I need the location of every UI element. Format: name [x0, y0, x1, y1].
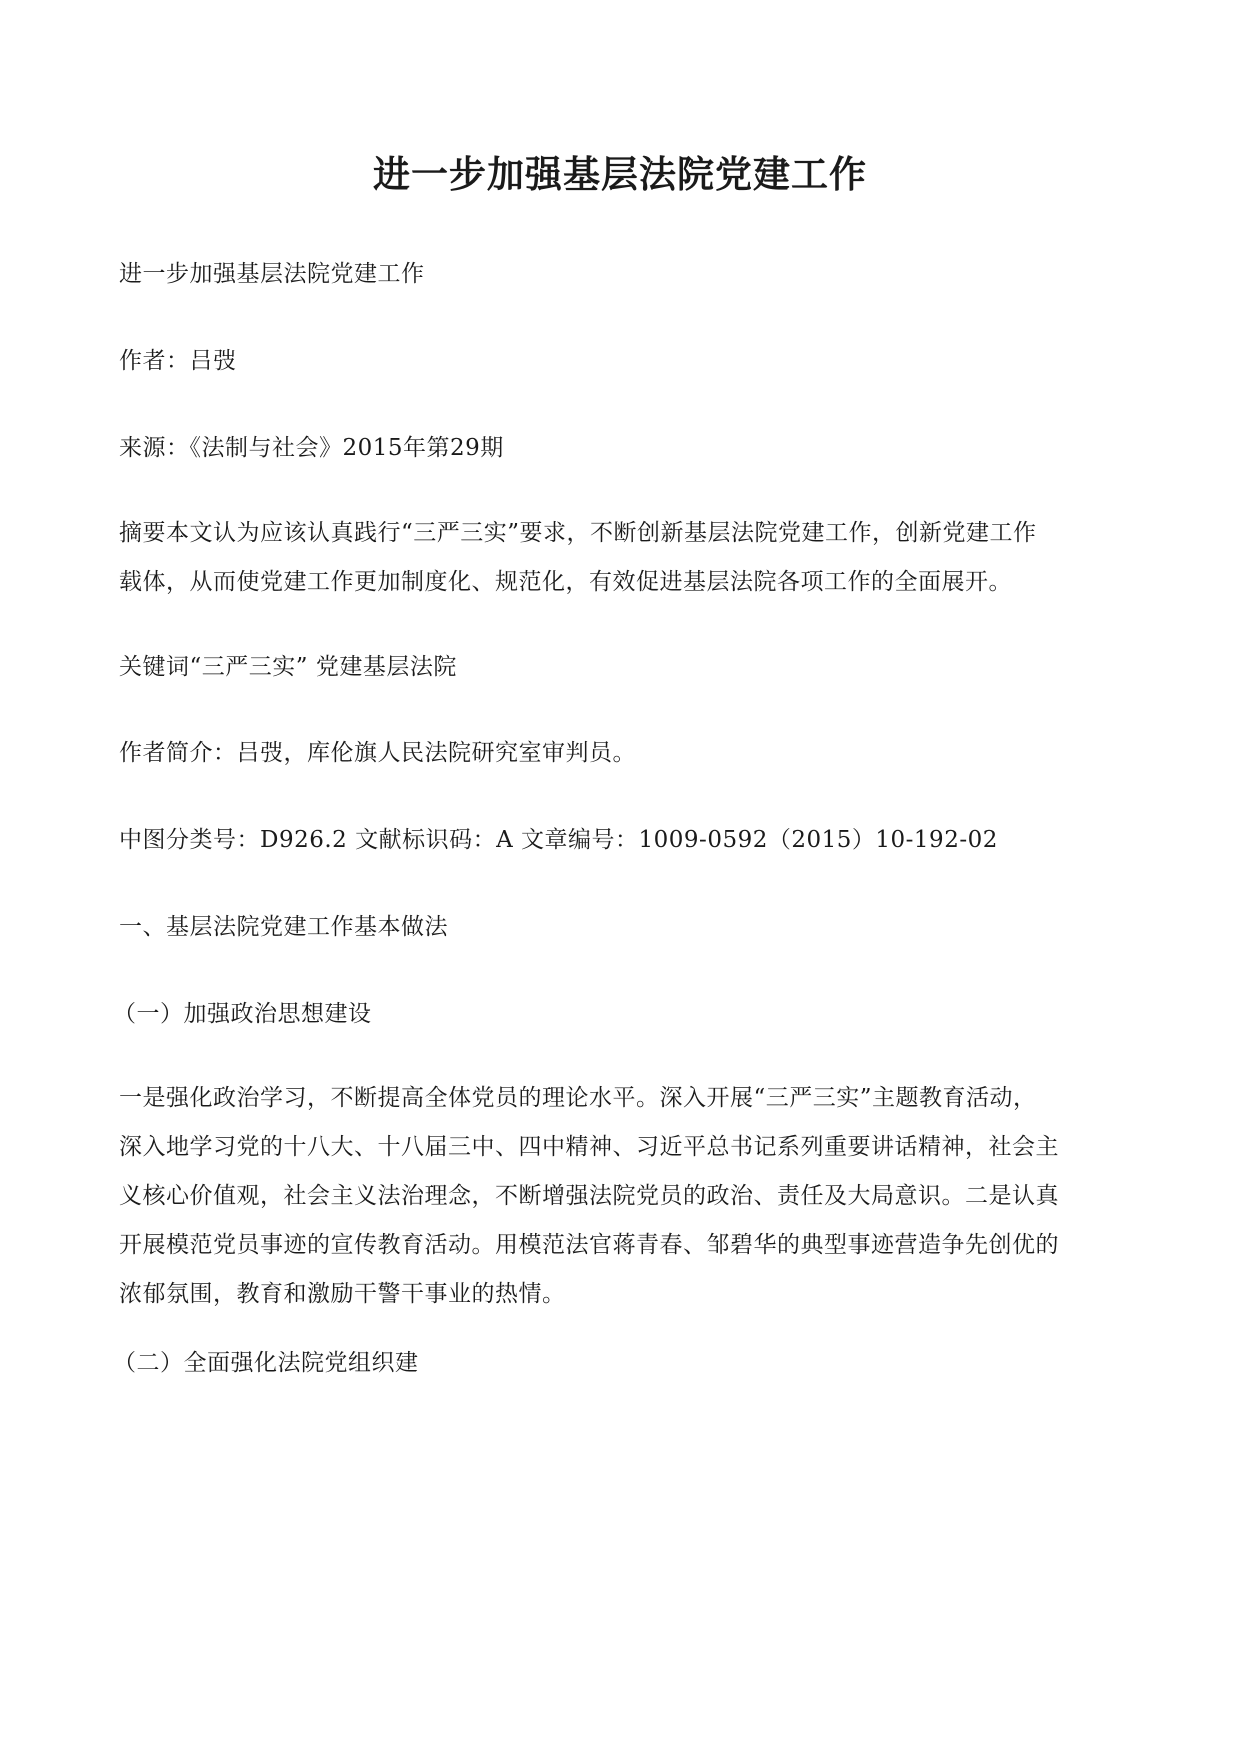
keywords-line: 关键词“三严三实” 党建基层法院 [119, 654, 457, 680]
article-subtitle: 进一步加强基层法院党建工作 [119, 261, 425, 287]
abstract-line: 摘要本文认为应该认真践行“三严三实”要求，不断创新基层法院党建工作，创新党建工作 [119, 520, 1037, 546]
abstract [119, 509, 1129, 607]
subsection-heading: （一）加强政治思想建设 [113, 1001, 372, 1027]
author-line: 作者：吕弢 [119, 348, 237, 374]
body-line: 义核心价值观，社会主义法治理念，不断增强法院党员的政治、责任及大局意识。二是认真 [119, 1183, 1059, 1209]
source-line: 来源：《法制与社会》2015年第29期 [119, 435, 504, 461]
body-line: 一是强化政治学习，不断提高全体党员的理论水平。深入开展“三严三实”主题教育活动， [119, 1085, 1037, 1111]
subsection-heading: （二）全面强化法院党组织建 [113, 1350, 419, 1376]
section-heading: 一、基层法院党建工作基本做法 [119, 914, 448, 940]
body-line: 开展模范党员事迹的宣传教育活动。用模范法官蒋青春、邹碧华的典型事迹营造争先创优的 [119, 1232, 1059, 1258]
document-title: 进一步加强基层法院党建工作 [373, 152, 867, 196]
author-bio: 作者简介：吕弢，库伦旗人民法院研究室审判员。 [119, 740, 636, 766]
subsection-body [119, 1074, 1129, 1319]
abstract-line: 载体，从而使党建工作更加制度化、规范化，有效促进基层法院各项工作的全面展开。 [119, 569, 1012, 595]
body-line: 浓郁氛围，教育和激励干警干事业的热情。 [119, 1281, 566, 1307]
body-line: 深入地学习党的十八大、十八届三中、四中精神、习近平总书记系列重要讲话精神，社会主 [119, 1134, 1059, 1160]
classification-line: 中图分类号：D926.2 文献标识码：A 文章编号：1009-0592（2015）10-192-02 [119, 827, 998, 853]
